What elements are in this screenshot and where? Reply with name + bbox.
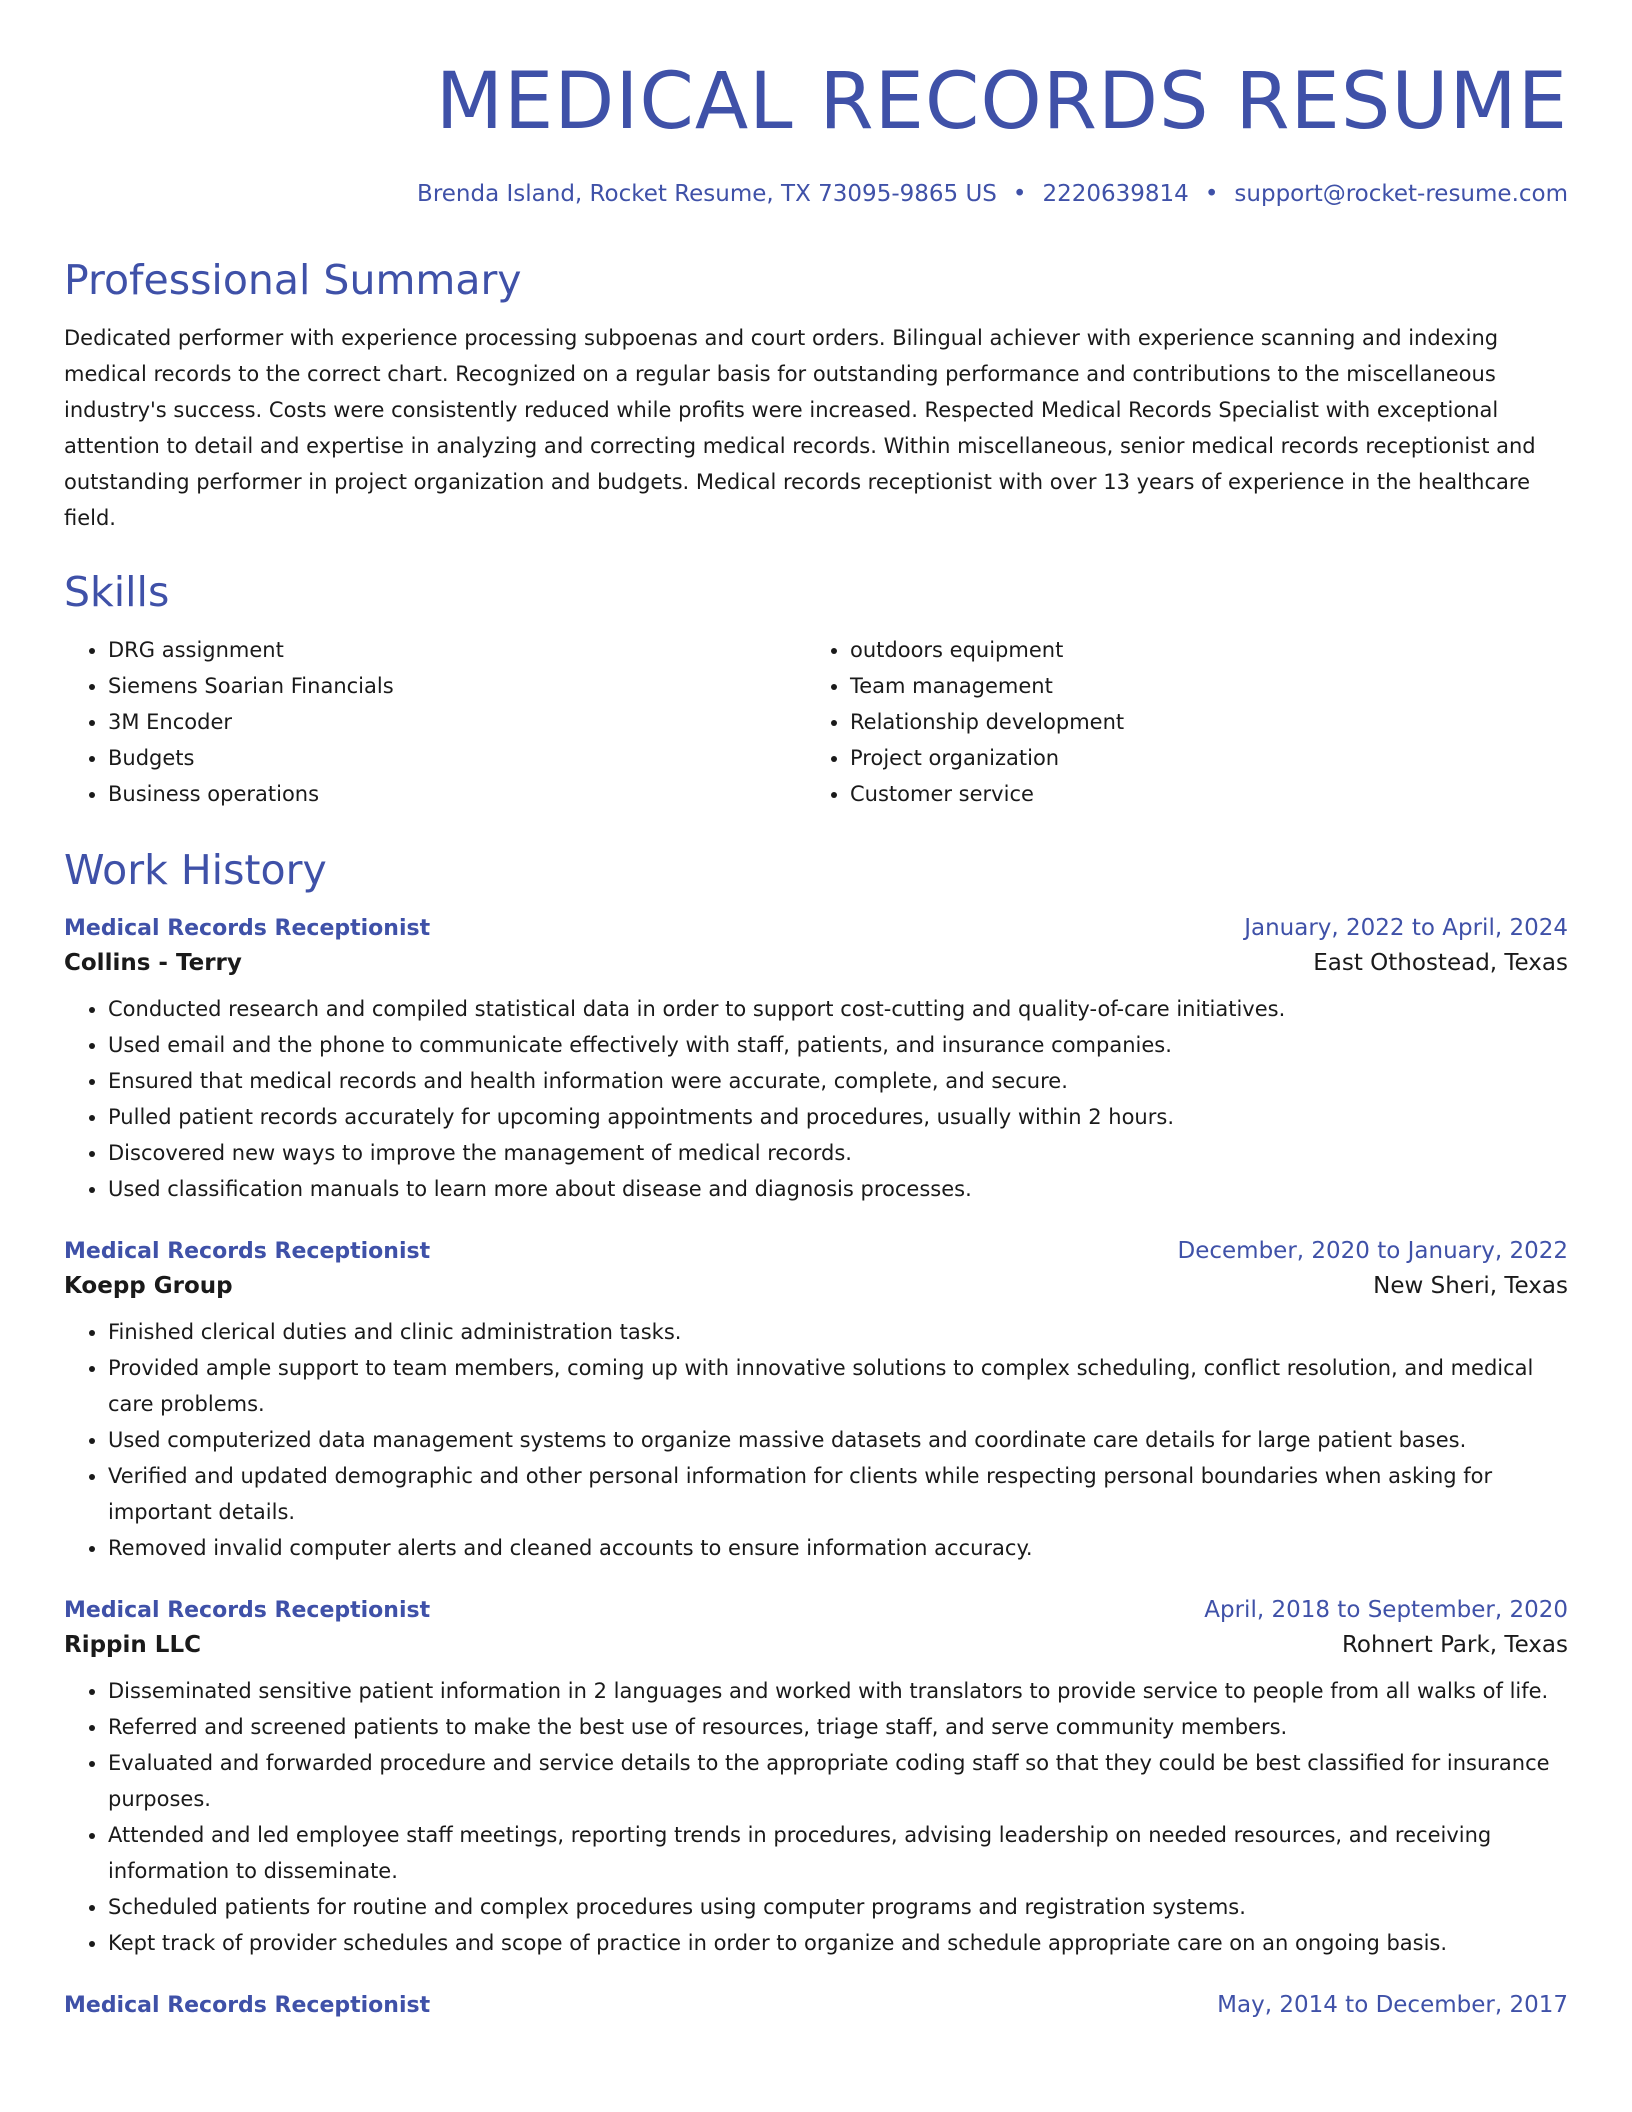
job-bullet: • Finished clerical duties and clinic administration tasks. [108,1314,1568,1350]
skills-column-left [64,632,806,812]
job-bullet: • Ensured that medical records and health information were accurate, complete, and secure. [108,1063,1568,1099]
skills-grid [64,632,1568,812]
skills-column-right [806,632,1548,812]
job-bullet: • Evaluated and forwarded procedure and service details to the appropriate coding staff so that they could be best classified for insurance purposes. [108,1745,1568,1817]
job-title: Medical Records Receptionist [64,1993,431,2018]
skill-item: • Team management [850,668,1548,704]
skill-item: • 3M Encoder [108,704,806,740]
contact-separator: • [1204,181,1219,207]
job-bullet: • Attended and led employee staff meetings, reporting trends in procedures, advising leadership on needed resources, and receiving information to disseminate. [108,1817,1568,1889]
job-location: New Sheri, Texas [1373,1273,1568,1299]
job-bullet: • Provided ample support to team members, coming up with innovative solutions to complex scheduling, conflict resolution, and medical care problems. [108,1350,1568,1422]
job-header-row [64,1235,1568,1268]
job-entry [64,912,1568,1207]
job-bullet: • Kept track of provider schedules and scope of practice in order to organize and schedule appropriate care on an ongoing basis. [108,1925,1568,1961]
job-location: East Othostead, Texas [1313,950,1568,976]
work-history-heading: Work History [64,846,327,894]
job-bullets [64,991,1568,1207]
skill-item: • Budgets [108,740,806,776]
contact-separator: • [1012,181,1027,207]
job-entry [64,1594,1568,1961]
skill-item: • Project organization [850,740,1548,776]
job-entry [64,1235,1568,1566]
job-header-row [64,1594,1568,1627]
skill-item: • Siemens Soarian Financials [108,668,806,704]
job-dates: December, 2020 to January, 2022 [1177,1238,1568,1264]
job-bullet: • Verified and updated demographic and other personal information for clients while respecting personal boundaries when asking for important details. [108,1458,1568,1530]
job-bullet: • Used email and the phone to communicate effectively with staff, patients, and insurance companies. [108,1027,1568,1063]
contact-phone: 2220639814 [1042,181,1189,207]
job-company: Rippin LLC [64,1632,201,1658]
contact-address: Brenda Island, Rocket Resume, TX 73095-9865 US [417,181,997,207]
job-bullet: • Used classification manuals to learn more about disease and diagnosis processes. [108,1171,1568,1207]
skill-item: • DRG assignment [108,632,806,668]
job-title: Medical Records Receptionist [64,1239,431,1264]
job-title: Medical Records Receptionist [64,1598,431,1623]
job-company: Koepp Group [64,1273,233,1299]
resume-title: MEDICAL RECORDS RESUME [435,57,1568,147]
contact-email: support@rocket-resume.com [1234,181,1568,207]
job-bullet: • Disseminated sensitive patient information in 2 languages and worked with translators to provide service to people from all walks of life. [108,1673,1568,1709]
job-bullet: • Used computerized data management systems to organize massive datasets and coordinate care details for large patient bases. [108,1422,1568,1458]
job-company: Collins - Terry [64,950,242,976]
job-bullet: • Removed invalid computer alerts and cleaned accounts to ensure information accuracy. [108,1530,1568,1566]
job-bullet: • Referred and screened patients to make the best use of resources, triage staff, and serve community members. [108,1709,1568,1745]
job-dates: May, 2014 to December, 2017 [1217,1992,1568,2018]
job-bullet: • Scheduled patients for routine and complex procedures using computer programs and registration systems. [108,1889,1568,1925]
job-bullets [64,1314,1568,1566]
professional-summary-text: Dedicated performer with experience processing subpoenas and court orders. Bilingual achiever with experience scanning and indexing medical records to the correct chart. Recognized on a regular basis for outstanding performance and contributions to the miscellaneous industry's success. Costs were consistently reduced while profits were increased. Respected Medical Records Specialist with exceptional attention to detail and expertise in analyzing and correcting medical records. Within miscellaneous, senior medical records receptionist and outstanding performer in project organization and budgets. Medical records receptionist with over 13 years of experience in the healthcare field. [64,326,1536,530]
skill-item: • Customer service [850,776,1548,812]
contact-line [64,178,1568,210]
job-bullet: • Pulled patient records accurately for upcoming appointments and procedures, usually within 2 hours. [108,1099,1568,1135]
job-dates: April, 2018 to September, 2020 [1204,1597,1568,1623]
resume-page [64,0,1568,2022]
job-company-row [64,945,1568,981]
job-location: Rohnert Park, Texas [1341,1632,1568,1658]
job-company-row [64,1627,1568,1663]
skills-heading: Skills [64,568,170,616]
skill-item: • Relationship development [850,704,1548,740]
job-title: Medical Records Receptionist [64,916,431,941]
job-header-row [64,1989,1568,2022]
professional-summary-heading: Professional Summary [64,256,522,304]
job-header-row [64,912,1568,945]
job-bullets [64,1673,1568,1961]
job-bullet: • Discovered new ways to improve the management of medical records. [108,1135,1568,1171]
job-company-row [64,1268,1568,1304]
job-dates: January, 2022 to April, 2024 [1244,915,1568,941]
job-bullet: • Conducted research and compiled statistical data in order to support cost-cutting and quality-of-care initiatives. [108,991,1568,1027]
skill-item: • outdoors equipment [850,632,1548,668]
job-entry [64,1989,1568,2022]
skill-item: • Business operations [108,776,806,812]
